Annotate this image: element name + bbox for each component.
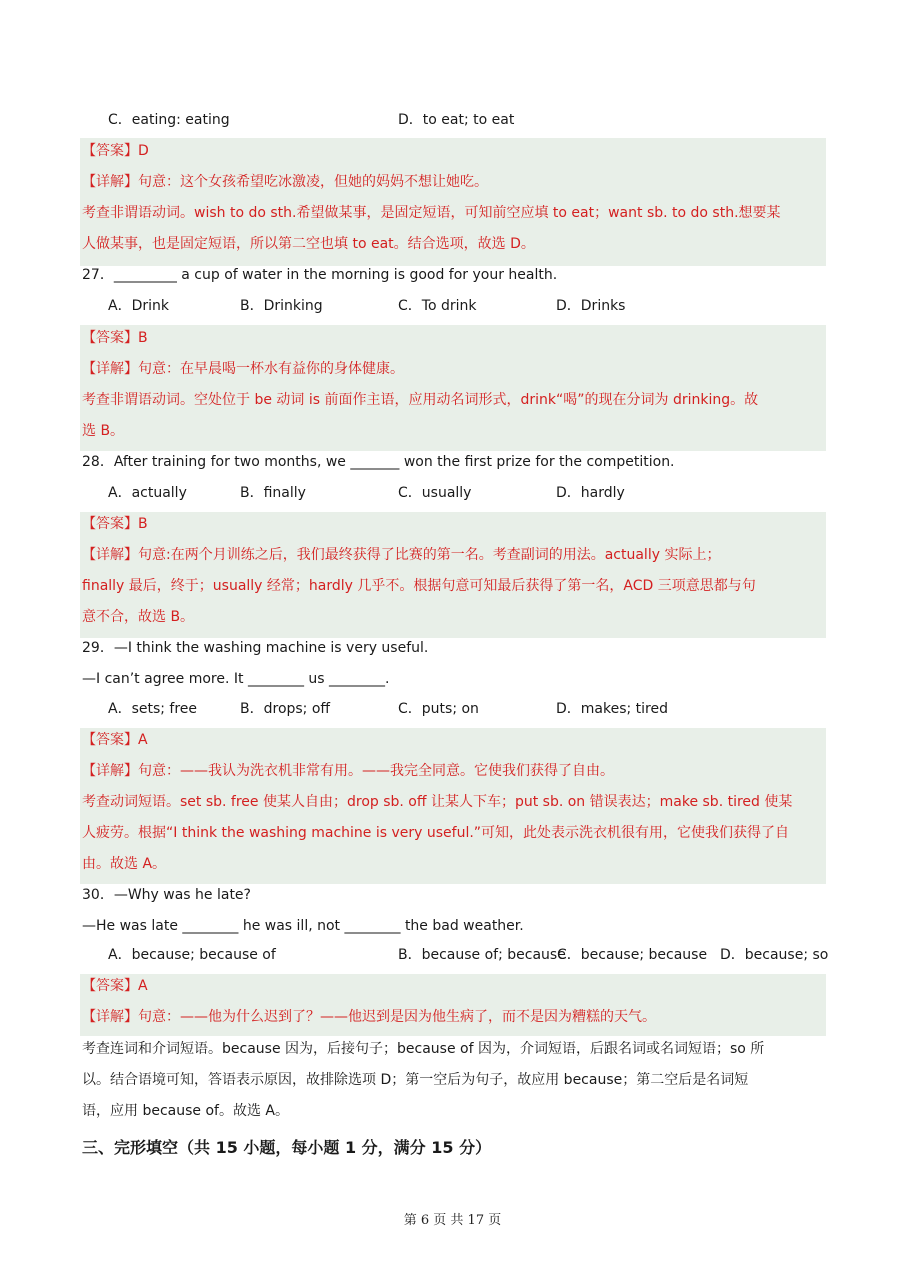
q28-stem: 28．After training for two months, we _______ won the first prize for the competition. (82, 454, 675, 470)
q28-detail: 【详解】句意:在两个月训练之后，我们最终获得了比赛的第一名。考查副词的用法。actually 实际上； (82, 547, 721, 563)
q26-answer: 【答案】D (82, 143, 149, 159)
q30-option-a: A．because; because of (108, 947, 276, 963)
q29-explain-line-1: 考查动词短语。set sb. free 使某人自由；drop sb. off 让某人下车；put sb. on 错误表达；make sb. tired 使某 (82, 794, 793, 810)
q30-option-c: C．because; because (557, 947, 708, 963)
q27-stem: 27．_________ a cup of water in the morning is good for your health. (82, 267, 558, 283)
q28-option-a: A．actually (108, 485, 187, 501)
q30-explain-line-1: 考查连词和介词短语。because 因为，后接句子；because of 因为，介词短语，后跟名词或名词短语；so 所 (82, 1041, 765, 1057)
q26-explain-line-2: 人做某事，也是固定短语，所以第二空也填 to eat。结合选项，故选 D。 (82, 236, 535, 252)
q27-detail: 【详解】句意：在早晨喝一杯水有益你的身体健康。 (82, 361, 404, 377)
q30-stem-reply: —He was late ________ he was ill, not ________ the bad weather. (82, 918, 524, 934)
q27-option-c: C．To drink (398, 298, 477, 314)
q29-option-b: B．drops; off (240, 701, 331, 717)
q28-answer: 【答案】B (82, 516, 148, 532)
q27-option-d: D．Drinks (556, 298, 626, 314)
q30-explain-line-2: 以。结合语境可知，答语表示原因，故排除选项 D；第一空后为句子，故应用 because；第二空后是名词短 (82, 1072, 749, 1088)
q29-option-d: D．makes; tired (556, 701, 669, 717)
q29-detail: 【详解】句意：——我认为洗衣机非常有用。——我完全同意。它使我们获得了自由。 (82, 763, 614, 779)
q29-answer: 【答案】A (82, 732, 148, 748)
q27-explain-line-1: 考查非谓语动词。空处位于 be 动词 is 前面作主语，应用动名词形式，drink“喝”的现在分词为 drinking。故 (82, 392, 759, 408)
q28-option-b: B．finally (240, 485, 306, 501)
q28-explain-line-2: 意不合，故选 B。 (82, 609, 195, 625)
q26-option-c: C．eating: eating (108, 112, 230, 128)
q30-explain-line-3: 语，应用 because of。故选 A。 (82, 1103, 289, 1119)
q26-option-d: D．to eat; to eat (398, 112, 515, 128)
q27-answer: 【答案】B (82, 330, 148, 346)
q27-explain-line-2: 选 B。 (82, 423, 125, 439)
q29-explain-line-2: 人疲劳。根据“I think the washing machine is very useful.”可知，此处表示洗衣机很有用，它使我们获得了自 (82, 825, 790, 841)
q29-option-c: C．puts; on (398, 701, 479, 717)
q30-answer: 【答案】A (82, 978, 148, 994)
q28-explain-line-1: finally 最后，终于；usually 经常；hardly 几乎不。根据句意可知最后获得了第一名，ACD 三项意思都与句 (82, 578, 756, 594)
section-title: 三、完形填空（共 15 小题，每小题 1 分，满分 15 分） (82, 1138, 492, 1157)
q30-stem: 30．—Why was he late? (82, 887, 251, 903)
q26-explain-line-1: 考查非谓语动词。wish to do sth.希望做某事，是固定短语，可知前空应填 to eat；want sb. to do sth.想要某 (82, 205, 781, 221)
q30-detail: 【详解】句意：——他为什么迟到了？——他迟到是因为他生病了，而不是因为糟糕的天气。 (82, 1009, 656, 1025)
q30-option-d: D．because; so (720, 947, 829, 963)
page-footer: 第 6 页 共 17 页 (403, 1213, 502, 1228)
q27-answer-block (80, 325, 826, 451)
q27-option-a: A．Drink (108, 298, 169, 314)
q29-stem: 29．—I think the washing machine is very useful. (82, 640, 429, 656)
q28-option-d: D．hardly (556, 485, 625, 501)
q29-stem-reply: —I can’t agree more. It ________ us ________. (82, 671, 390, 687)
q26-detail: 【详解】句意：这个女孩希望吃冰激凌，但她的妈妈不想让她吃。 (82, 174, 488, 190)
q28-option-c: C．usually (398, 485, 472, 501)
q27-option-b: B．Drinking (240, 298, 323, 314)
q30-option-b: B．because of; because (398, 947, 566, 963)
q29-explain-line-3: 由。故选 A。 (82, 856, 167, 872)
q29-option-a: A．sets; free (108, 701, 198, 717)
